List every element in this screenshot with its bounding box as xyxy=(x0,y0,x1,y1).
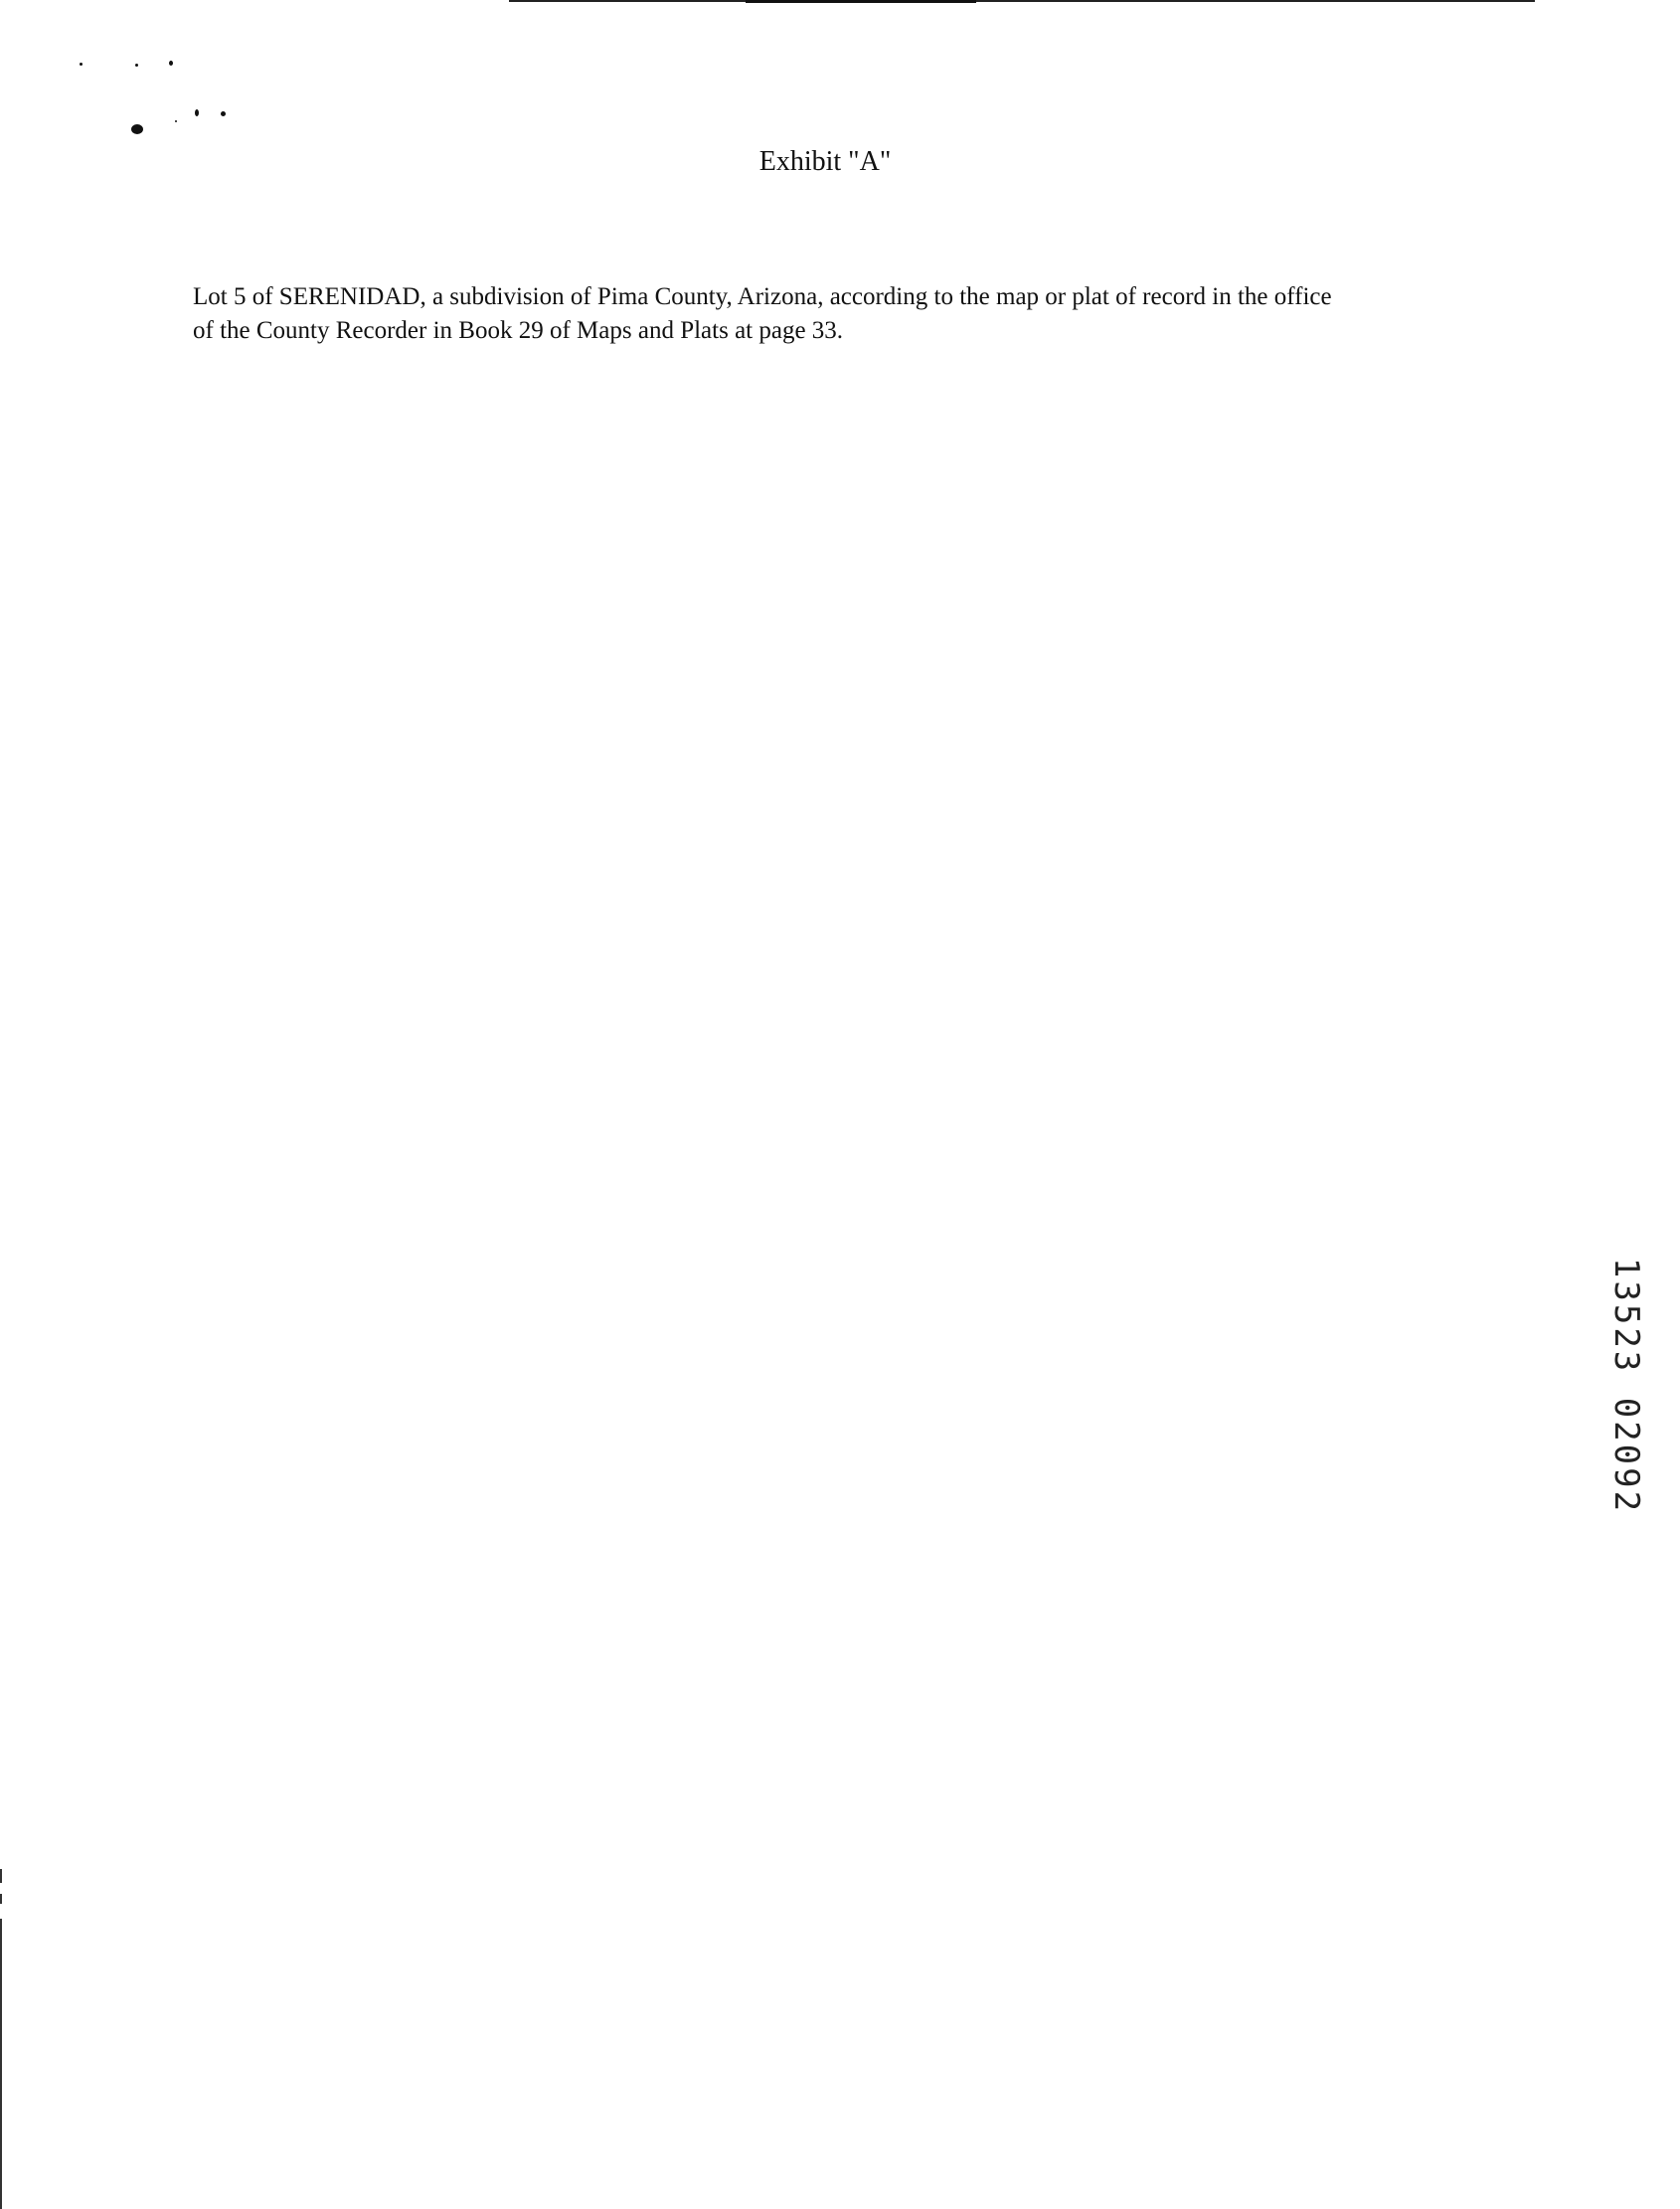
legal-description-line: of the County Recorder in Book 29 of Maps and Plats at page 33. xyxy=(193,317,844,344)
recording-stamp-text: 13523 02092 xyxy=(1606,1257,1647,1515)
scan-speck xyxy=(195,109,199,116)
scan-speck xyxy=(175,120,177,122)
legal-description xyxy=(193,280,1515,348)
exhibit-title: Exhibit "A" xyxy=(758,146,892,177)
scan-speck xyxy=(221,111,226,116)
left-edge-mark xyxy=(0,1919,2,2209)
scan-speck xyxy=(169,61,173,66)
top-edge-rule xyxy=(509,0,1535,2)
legal-description-line: Lot 5 of SERENIDAD, a subdivision of Pima County, Arizona, according to the map or plat of record in the office xyxy=(193,283,1332,310)
scan-speck xyxy=(131,124,143,134)
recording-stamp xyxy=(1606,1247,1646,1525)
top-edge-rule-thick xyxy=(746,0,976,3)
left-edge-mark xyxy=(0,1894,2,1904)
scan-speck xyxy=(135,64,138,67)
left-edge-mark xyxy=(0,1869,2,1883)
scan-speck xyxy=(80,63,83,66)
